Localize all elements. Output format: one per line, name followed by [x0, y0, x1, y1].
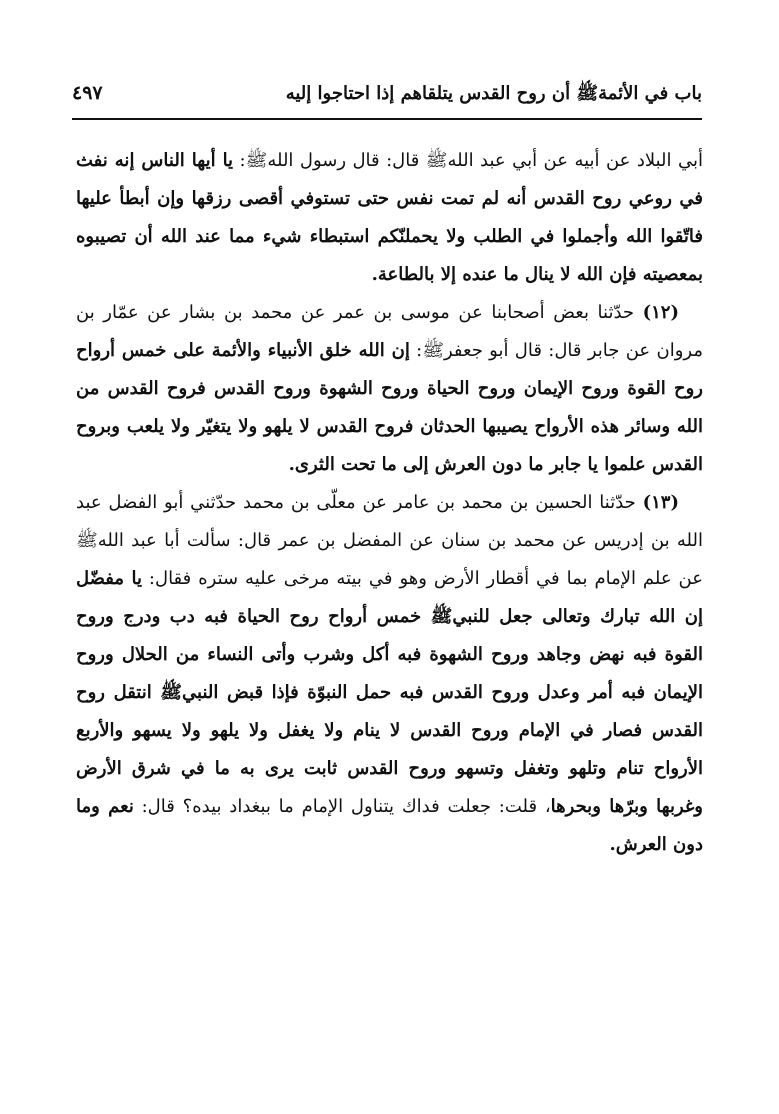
hadith-quote: إن الله خلق الأنبياء والأئمة على خمس أرواح روح القوة وروح الإيمان وروح الحياة وروح الشهوة وروح القدس فروح القدس من الله وسائر هذه الأرواح يصيبها الحدثان فروح القدس لا يلهو ولا يتغيّر ولا يلعب وبروح القدس علموا يا جابر ما دون العرش إلى ما تحت الثرى. — [76, 340, 703, 475]
hadith-quote-ending: نعم وما دون العرش. — [76, 796, 703, 855]
header-divider — [72, 118, 702, 120]
narration-text-middle: ، قلت: جعلت فداك يتناول الإمام ما ببغداد بيده؟ قال: — [133, 796, 551, 817]
narration-text: حدّثنا بعض أصحابنا عن موسى بن عمر عن محمد بن بشار عن عمّار بن مروان عن جابر قال: قال أبو جعفرﷺ: — [76, 302, 703, 361]
hadith-quote: يا أيها الناس إنه نفث في روعي روح القدس أنه لم تمت نفس حتى تستوفي أقصى رزقها وإن أبطأ عليها فاتّقوا الله وأجملوا في الطلب ولا يحملنّكم استبطاء شيء مما عند الله أن تصيبوه بمعصيته فإن الله لا ينال ما عنده إلا بالطاعة. — [76, 150, 703, 285]
hadith-quote: يا مفضّل إن الله تبارك وتعالى جعل للنبيﷺ خمس أرواح روح الحياة فبه دب ودرج وروح القوة فبه نهض وجاهد وروح الشهوة فبه أكل وشرب وأتى النساء من الحلال وروح الإيمان فبه أمر وعدل وروح القدس فبه حمل النبوّة فإذا قبض النبيﷺ انتقل روح القدس فصار في الإمام وروح القدس لا ينام ولا يغفل ولا يلهو ولا يسهو والأربع الأرواح تنام وتلهو وتغفل وتسهو وروح القدس ثابت يرى به ما في شرق الأرض وغربها وبرّها وبحرها — [76, 568, 703, 817]
hadith-number: (١٣) — [642, 492, 679, 513]
running-header — [72, 78, 702, 118]
narration-text: أبي البلاد عن أبيه عن أبي عبد اللهﷺ قال: قال رسول اللهﷺ: — [233, 150, 703, 171]
page-body — [76, 142, 703, 864]
paragraph-hadith-12 — [76, 294, 703, 484]
narration-text: حدّثنا الحسين بن محمد بن عامر عن معلّى بن محمد حدّثني أبو الفضل عبد الله بن إدريس عن محمد بن سنان عن المفضل بن عمر قال: سألت أبا عبد اللهﷺ عن علم الإمام بما في أقطار الأرض وهو في بيته مرخى عليه ستره فقال: — [76, 492, 703, 589]
paragraph-hadith-13 — [76, 484, 703, 864]
hadith-number: (١٢) — [642, 302, 679, 323]
chapter-title: باب في الأئمةﷺ أن روح القدس يتلقاهم إذا احتاجوا إليه — [285, 83, 702, 104]
page-number: ٤٩٧ — [72, 82, 103, 104]
paragraph-continuation — [76, 142, 703, 294]
